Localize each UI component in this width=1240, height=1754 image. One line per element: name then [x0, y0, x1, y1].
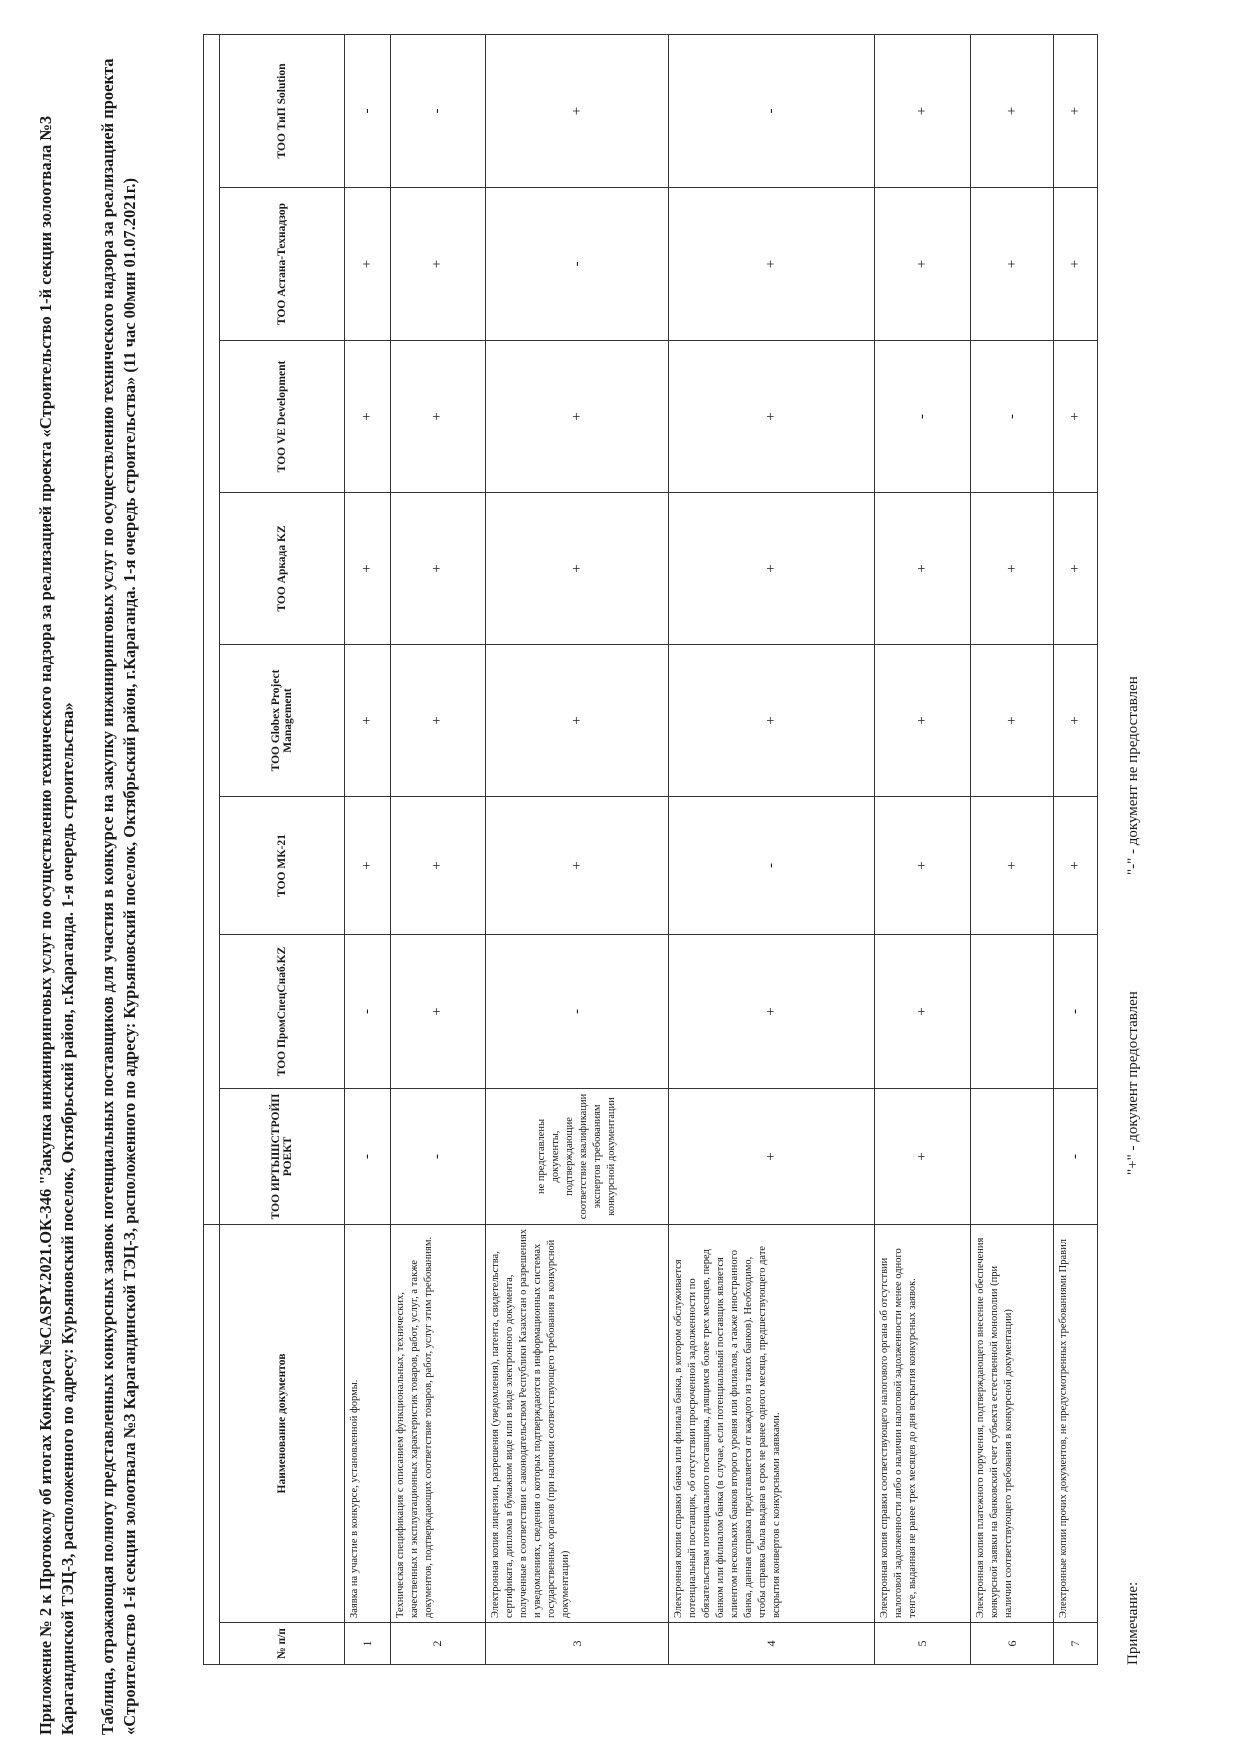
presence-mark: + [486, 645, 668, 797]
presence-mark: - [1054, 935, 1098, 1089]
presence-mark: + [486, 35, 668, 188]
presence-mark [970, 1089, 1053, 1225]
presence-mark: - [874, 341, 970, 493]
row-number: 4 [668, 1623, 874, 1665]
presence-mark: - [970, 341, 1053, 493]
presence-mark: + [486, 341, 668, 493]
table-row [668, 35, 874, 1665]
presence-mark: + [970, 35, 1053, 188]
document-name: Заявка на участие в конкурсе, установленной формы. [344, 1225, 390, 1623]
presence-mark: - [668, 35, 874, 188]
presence-mark: + [1054, 341, 1098, 493]
presence-mark: - [390, 35, 486, 188]
presence-mark: + [390, 188, 486, 341]
row-number: 7 [1054, 1623, 1098, 1665]
presence-mark: + [668, 1089, 874, 1225]
presence-mark: + [344, 645, 390, 797]
presence-mark: - [486, 935, 668, 1089]
column-header-supplier: ТОО ТиП Solution [219, 35, 344, 188]
document-name: Электронные копии прочих документов, не предусмотренных требованиями Правил [1054, 1225, 1098, 1623]
column-header-supplier: ТОО ПромСпецСнаб.KZ [219, 935, 344, 1089]
presence-mark: + [970, 645, 1053, 797]
spacer-cell [204, 35, 220, 1225]
presence-mark: - [668, 797, 874, 935]
presence-mark: + [668, 188, 874, 341]
document-name: Электронная копия лицензии, разрешения (уведомления), патента, свидетельства, сертификата, диплома в бумажном виде или в виде электронного документа, полученные в соответствии с законодательством Республики Казахстан о разрешениях и уведомлениях, сведения о которых подтверждаются в информационных системах государственных органов (при наличии соответствующего требования в конкурсной документации) [486, 1225, 668, 1623]
presence-mark [970, 935, 1053, 1089]
presence-mark: + [344, 493, 390, 645]
presence-mark: + [390, 797, 486, 935]
spacer-cell [204, 1225, 220, 1665]
presence-mark: + [390, 645, 486, 797]
document-name: Техническая спецификация с описанием функциональных, технических, качественных и эксплуатационных характеристик товаров, работ, услуг, а также документов, подтверждающих соответствие товаров, работ, услуг этим требованиям. [390, 1225, 486, 1623]
document-name: Электронная копия платежного поручения, подтверждающего внесение обеспечения конкурсной заявки на банковский счет субъекта естественной монополии (при наличии соответствующего требования в конкурсной документации) [970, 1225, 1053, 1623]
column-header-supplier: ТОО МК-21 [219, 797, 344, 935]
presence-mark: - [344, 935, 390, 1089]
presence-mark: - [1054, 1089, 1098, 1225]
row-number: 2 [390, 1623, 486, 1665]
presence-mark: - [390, 1089, 486, 1225]
presence-mark: + [970, 493, 1053, 645]
presence-mark: + [1054, 493, 1098, 645]
row-number: 5 [874, 1623, 970, 1665]
presence-mark: + [390, 493, 486, 645]
table-title: Таблица, отражающая полноту представленных конкурсных заявок потенциальных поставщиков для участия в конкурсе на закупку инжиниринговых услуг по осуществлению технического надзора за реализацией проекта «Строительство 1-й секции золоотвала №3 Карагандинской ТЭЦ-3, расположенного по адресу: Курьяновский поселок, Октябрьский район, г.Караганда. 1-я очередь строительства» (11 час 00мин 01.07.2021г.) [98, 58, 139, 1735]
table-row [486, 35, 668, 1665]
legend-plus: "+" - документ предоставлен [1125, 991, 1141, 1175]
row-number: 3 [486, 1623, 668, 1665]
remark-text: не представлены документы, подтверждающие соответствие квалификации экспертов требованиям конкурсной документации [486, 1089, 668, 1225]
row-number: 1 [344, 1623, 390, 1665]
table-row [1054, 35, 1098, 1665]
presence-mark: + [668, 341, 874, 493]
column-header-supplier: ТОО ИРТЫШСТРОЙП РОЕКТ [219, 1089, 344, 1225]
presence-mark: + [390, 341, 486, 493]
presence-mark: + [668, 493, 874, 645]
presence-mark: + [1054, 645, 1098, 797]
presence-mark: - [344, 35, 390, 188]
presence-mark: + [390, 935, 486, 1089]
header-row [219, 35, 344, 1665]
presence-mark: + [874, 493, 970, 645]
appendix-heading: Приложение № 2 к Протоколу об итогах Конкурса №CASPY.2021.ОК-346 "Закупка инжиниринговых услуг по осуществлению технического надзора за реализацией проекта «Строительство 1-й секции золоотвала №3 Карагандинской ТЭЦ-3, расположенного по адресу: Курьяновский поселок, Октябрьский район, г.Караганда. 1-я очередь строительства» [36, 115, 77, 1735]
table-row [874, 35, 970, 1665]
presence-mark: + [874, 935, 970, 1089]
presence-mark: + [874, 1089, 970, 1225]
row-number: 6 [970, 1623, 1053, 1665]
rotated-page-content [35, 35, 1215, 1735]
column-header-supplier: ТОО VE Development [219, 341, 344, 493]
presence-mark: + [874, 188, 970, 341]
column-header-number: № п/п [219, 1623, 344, 1665]
top-spacer-row [204, 35, 220, 1665]
presence-mark: + [1054, 797, 1098, 935]
presence-mark: + [874, 645, 970, 797]
legend-minus: "-" - документ не предоставлен [1125, 676, 1141, 875]
presence-mark: + [344, 341, 390, 493]
presence-mark: - [344, 1089, 390, 1225]
presence-mark: + [344, 797, 390, 935]
presence-mark: + [486, 797, 668, 935]
footnote-label: Примечание: [1125, 1581, 1141, 1665]
presence-mark: - [486, 188, 668, 341]
presence-mark: + [486, 493, 668, 645]
presence-mark: + [1054, 188, 1098, 341]
presence-mark: + [668, 645, 874, 797]
presence-mark: + [668, 935, 874, 1089]
documents-completeness-table [203, 34, 1098, 1665]
document-name: Электронная копия справки банка или филиала банка, в котором обслуживается потенциальный поставщик, об отсутствии просроченной задолженности по обязательствам потенциального поставщика, длящимся более трех месяцев, перед банком или филиалом банка (в случае, если потенциальный поставщик является клиентом нескольких банков второго уровня или филиалов, а также иностранного банка, данная справка представляется от каждого из таких банков). Необходимо, чтобы справка была выдана в срок не ранее одного месяца, предшествующего дате вскрытия конвертов с конкурсными заявками. [668, 1225, 874, 1623]
column-header-supplier: ТОО Астана-Технадзор [219, 188, 344, 341]
presence-mark: + [970, 797, 1053, 935]
column-header-document-name: Наименование документов [219, 1225, 344, 1623]
column-header-supplier: ТОО Аркада KZ [219, 493, 344, 645]
table-row [970, 35, 1053, 1665]
table-row [344, 35, 390, 1665]
presence-mark: + [344, 188, 390, 341]
presence-mark: + [874, 35, 970, 188]
presence-mark: + [1054, 35, 1098, 188]
table-row [390, 35, 486, 1665]
presence-mark: + [874, 797, 970, 935]
column-header-supplier: ТОО Globex Project Management [219, 645, 344, 797]
presence-mark: + [970, 188, 1053, 341]
document-name: Электронная копия справки соответствующего налогового органа об отсутствии налоговой задолженности либо о наличии налоговой задолженности менее одного тенге, выданная не ранее трех месяцев до дня вскрытия конкурсных заявок. [874, 1225, 970, 1623]
